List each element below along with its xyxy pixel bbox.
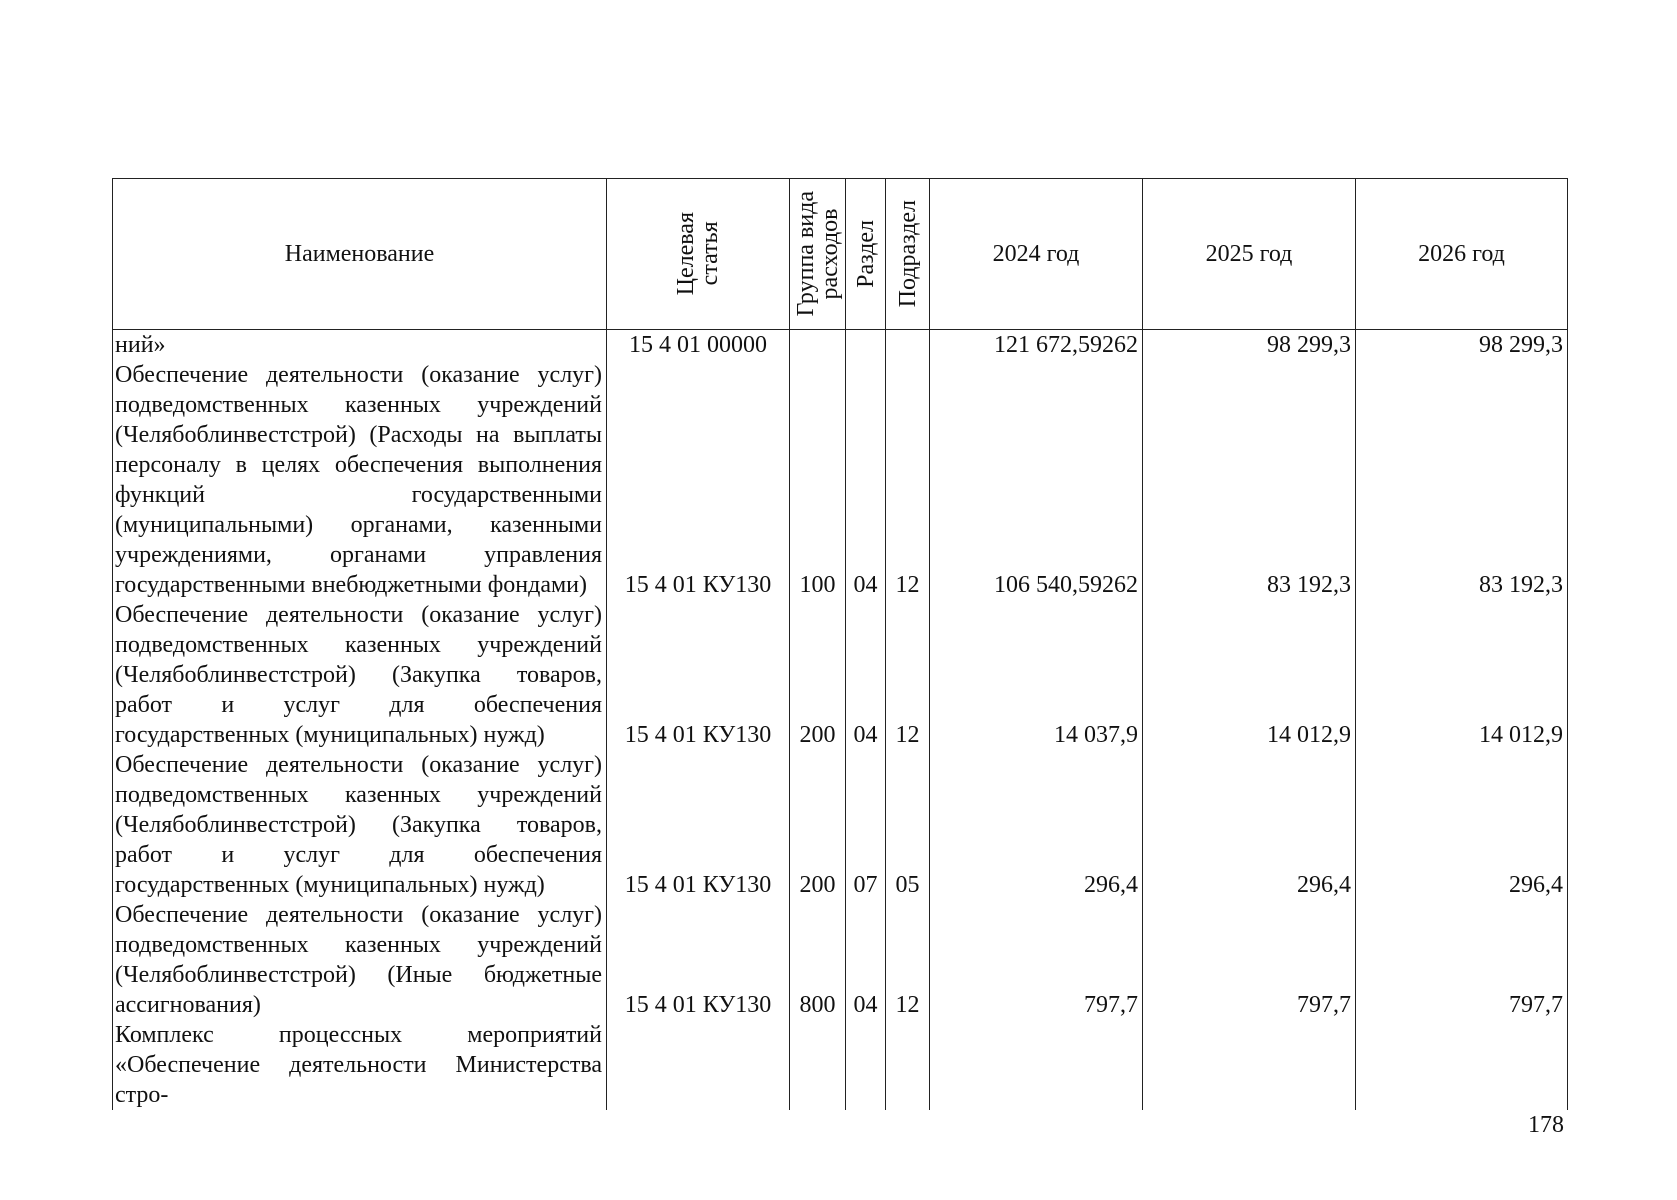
header-year-2024: 2024 год — [930, 179, 1143, 330]
header-expense-group — [790, 179, 846, 330]
row-target: 15 4 01 КУ130 — [607, 900, 790, 1020]
row-target: 15 4 01 КУ130 — [607, 360, 790, 600]
row-section: 04 — [846, 600, 886, 750]
header-subsection — [886, 179, 930, 330]
row-2025: 296,4 — [1143, 750, 1356, 900]
row-name: ний» — [113, 330, 607, 361]
budget-table — [112, 178, 1568, 1110]
row-name: Комплекс процессных мероприятий «Обеспечение деятельности Министерства стро- — [113, 1020, 607, 1110]
row-2026: 14 012,9 — [1356, 600, 1568, 750]
row-section: 04 — [846, 900, 886, 1020]
header-section-text: Раздел — [852, 220, 879, 288]
row-section — [846, 330, 886, 361]
table-row — [113, 900, 1568, 1020]
row-subsection: 12 — [886, 360, 930, 600]
row-section — [846, 1020, 886, 1110]
row-2024: 797,7 — [930, 900, 1143, 1020]
row-2026 — [1356, 1020, 1568, 1110]
row-subsection — [886, 1020, 930, 1110]
row-target: 15 4 01 00000 — [607, 330, 790, 361]
table-row — [113, 330, 1568, 361]
row-target: 15 4 01 КУ130 — [607, 600, 790, 750]
row-2025 — [1143, 1020, 1356, 1110]
row-name: Обеспечение деятельности (оказание услуг) подведомственных казенных учреждений (Челябоблинвестстрой) (Закупка товаров, работ и услуг для обеспечения государственных (муниципальных) нужд) — [113, 750, 607, 900]
row-name: Обеспечение деятельности (оказание услуг) подведомственных казенных учреждений (Челябоблинвестстрой) (Иные бюджетные ассигнования) — [113, 900, 607, 1020]
row-2025: 14 012,9 — [1143, 600, 1356, 750]
row-2026: 296,4 — [1356, 750, 1568, 900]
row-subsection: 05 — [886, 750, 930, 900]
row-group: 200 — [790, 750, 846, 900]
row-name: Обеспечение деятельности (оказание услуг) подведомственных казенных учреждений (Челябоблинвестстрой) (Расходы на выплаты персоналу в целях обеспечения выполнения функций государственными (муниципальными) органами, казенными учреждениями, органами управления государственными внебюджетными фондами) — [113, 360, 607, 600]
header-subsection-text: Подраздел — [894, 200, 921, 308]
row-target: 15 4 01 КУ130 — [607, 750, 790, 900]
row-group — [790, 1020, 846, 1110]
table-row — [113, 1020, 1568, 1110]
header-section — [846, 179, 886, 330]
table-row — [113, 360, 1568, 600]
row-2025: 797,7 — [1143, 900, 1356, 1020]
header-target-article-text: Целевая статья — [673, 212, 723, 296]
row-target — [607, 1020, 790, 1110]
header-target-article — [607, 179, 790, 330]
table-row — [113, 750, 1568, 900]
row-subsection: 12 — [886, 900, 930, 1020]
row-group — [790, 330, 846, 361]
row-2024: 121 672,59262 — [930, 330, 1143, 361]
row-section: 04 — [846, 360, 886, 600]
row-group: 200 — [790, 600, 846, 750]
row-2025: 98 299,3 — [1143, 330, 1356, 361]
table-header-row — [113, 179, 1568, 330]
row-section: 07 — [846, 750, 886, 900]
row-2026: 98 299,3 — [1356, 330, 1568, 361]
row-2024: 14 037,9 — [930, 600, 1143, 750]
header-expense-group-text: Группа вида расходов — [792, 191, 843, 317]
header-year-2025: 2025 год — [1143, 179, 1356, 330]
row-group: 100 — [790, 360, 846, 600]
page-number: 178 — [1528, 1112, 1564, 1138]
header-year-2026: 2026 год — [1356, 179, 1568, 330]
row-subsection: 12 — [886, 600, 930, 750]
table-row — [113, 600, 1568, 750]
row-2026: 797,7 — [1356, 900, 1568, 1020]
row-name: Обеспечение деятельности (оказание услуг) подведомственных казенных учреждений (Челябоблинвестстрой) (Закупка товаров, работ и услуг для обеспечения государственных (муниципальных) нужд) — [113, 600, 607, 750]
row-2025: 83 192,3 — [1143, 360, 1356, 600]
row-group: 800 — [790, 900, 846, 1020]
row-2024: 106 540,59262 — [930, 360, 1143, 600]
row-2026: 83 192,3 — [1356, 360, 1568, 600]
row-subsection — [886, 330, 930, 361]
row-2024: 296,4 — [930, 750, 1143, 900]
row-2024 — [930, 1020, 1143, 1110]
header-name: Наименование — [113, 179, 607, 330]
